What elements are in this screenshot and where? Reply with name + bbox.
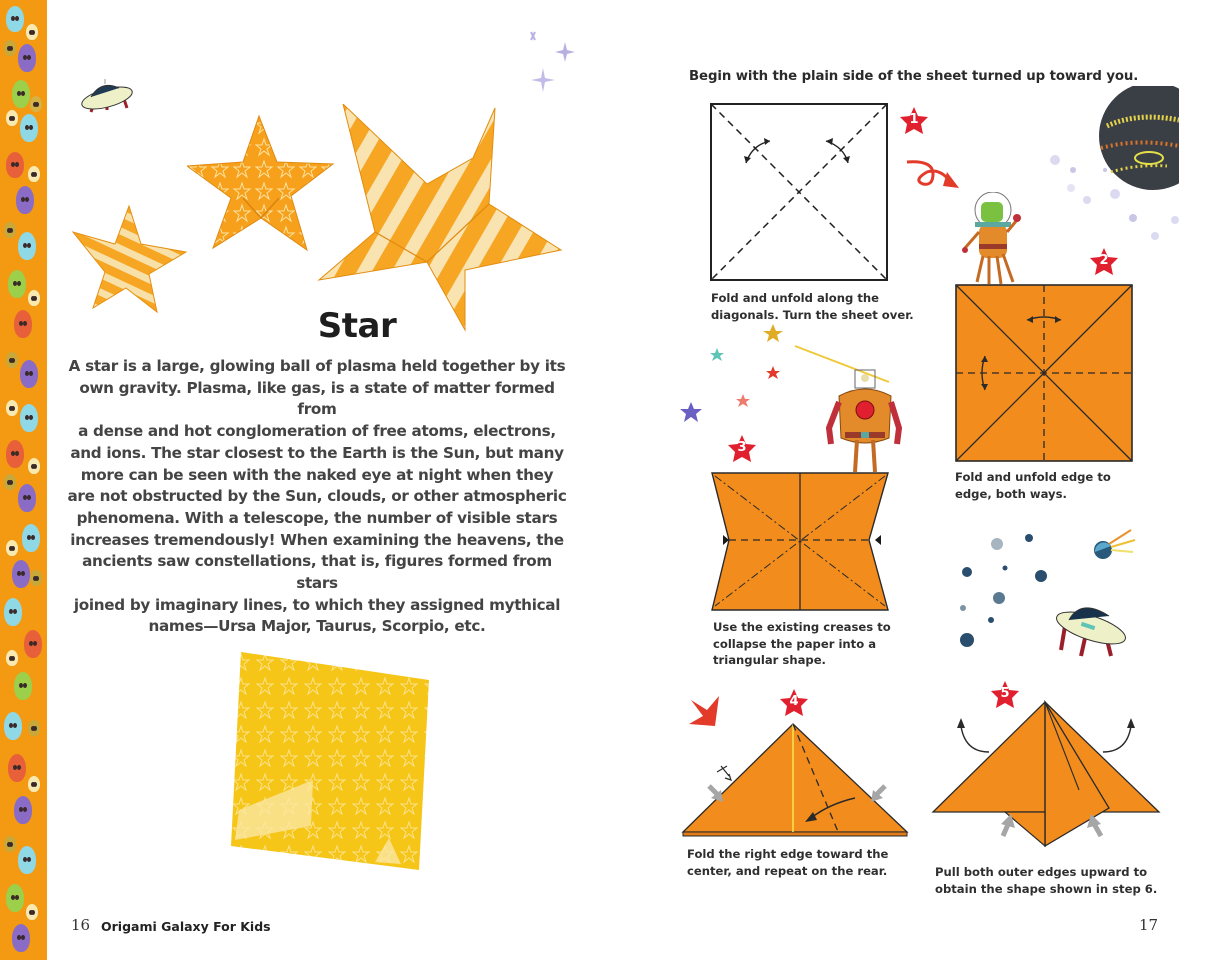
alien-icon	[18, 44, 36, 72]
sparkle-stars-icon	[525, 30, 585, 95]
dust-dots-decoration	[1045, 140, 1185, 250]
body-line: ancients saw constellations, that is, figures formed from stars	[82, 552, 552, 593]
alien-icon	[8, 270, 26, 298]
step-number: 3	[737, 440, 747, 455]
step-number: 1	[909, 112, 919, 127]
caption-line: triangular shape.	[713, 653, 826, 667]
ufo-icon	[77, 78, 137, 118]
caption-line: Fold and unfold edge to	[955, 470, 1111, 484]
turn-over-arrow-icon	[903, 158, 963, 194]
alien-icon	[14, 796, 32, 824]
caption-line: Use the existing creases to	[713, 620, 891, 634]
page-number-left: 16	[71, 916, 91, 934]
body-line: are not obstructed by the Sun, clouds, or other atmospheric	[67, 487, 567, 506]
alien-icon	[6, 110, 18, 126]
alien-icon	[4, 836, 16, 852]
book-title-footer: Origami Galaxy For Kids	[101, 919, 271, 934]
body-line: A star is a large, glowing ball of plasma held together by its	[68, 357, 566, 375]
body-line: a dense and hot conglomeration of free atoms, electrons,	[78, 422, 556, 441]
alien-icon	[6, 352, 18, 368]
orange-robot-illustration	[823, 368, 907, 474]
step-4-diagram	[679, 722, 915, 840]
alien-icon	[6, 400, 18, 416]
step-3-badge	[727, 434, 757, 464]
alien-icon	[14, 310, 32, 338]
body-line: and ions. The star closest to the Earth is the Sun, but many	[70, 443, 564, 462]
step-2-badge	[1089, 247, 1119, 277]
alien-border-strip	[0, 0, 47, 960]
step-number: 5	[1000, 686, 1010, 701]
star-description	[67, 356, 567, 638]
step-3-diagram	[711, 472, 893, 612]
step-1-caption	[711, 290, 914, 323]
alien-icon	[6, 152, 24, 178]
alien-icon	[24, 630, 42, 658]
alien-icon	[14, 672, 32, 700]
body-line: own gravity. Plasma, like gas, is a state of matter formed from	[79, 378, 555, 419]
green-alien-illustration	[957, 192, 1037, 288]
caption-line: Fold the right edge toward the	[687, 847, 889, 861]
alien-icon	[18, 232, 36, 260]
alien-icon	[6, 650, 18, 666]
origami-star-large-image	[315, 104, 565, 334]
caption-line: Pull both outer edges upward to	[935, 865, 1148, 879]
alien-icon	[4, 598, 22, 626]
origami-star-small-image	[71, 204, 191, 314]
alien-icon	[4, 222, 16, 238]
ufo-icon	[1051, 596, 1131, 662]
alien-icon	[22, 524, 40, 552]
satellite-icon	[1091, 528, 1137, 562]
alien-icon	[20, 360, 38, 388]
page-title: Star	[317, 306, 397, 346]
step-5-badge	[990, 680, 1020, 710]
caption-line: center, and repeat on the rear.	[687, 863, 888, 878]
alien-icon	[20, 404, 38, 432]
caption-line: edge, both ways.	[955, 486, 1067, 501]
alien-icon	[28, 720, 40, 736]
step-1-badge	[899, 106, 929, 136]
alien-icon	[6, 440, 24, 468]
alien-icon	[30, 96, 42, 112]
alien-icon	[16, 186, 34, 214]
alien-icon	[4, 474, 16, 490]
space-dots-decoration	[955, 532, 1051, 652]
instructions-intro: Begin with the plain side of the sheet turned up toward you.	[689, 69, 1139, 84]
body-line: joined by imaginary lines, to which they assigned mythical	[73, 595, 561, 614]
body-line: phenomena. With a telescope, the number of visible stars	[76, 508, 558, 527]
alien-icon	[28, 776, 40, 792]
caption-line: obtain the shape shown in step 6.	[935, 881, 1158, 896]
alien-icon	[6, 540, 18, 556]
alien-icon	[20, 114, 38, 142]
alien-icon	[30, 570, 42, 586]
right-page	[627, 0, 1229, 960]
alien-icon	[28, 458, 40, 474]
step-5-diagram	[929, 700, 1163, 850]
step-2-diagram	[955, 284, 1135, 464]
step-number: 2	[1099, 253, 1109, 268]
step-3-caption	[713, 619, 891, 669]
step-2-caption	[955, 469, 1111, 502]
alien-icon	[28, 166, 40, 182]
alien-icon	[6, 6, 24, 32]
alien-icon	[4, 40, 16, 56]
step-4-badge	[779, 688, 809, 718]
step-5-caption	[935, 864, 1157, 897]
alien-icon	[28, 290, 40, 306]
alien-icon	[26, 24, 38, 40]
alien-icon	[8, 754, 26, 782]
alien-icon	[4, 712, 22, 740]
step-4-caption	[687, 846, 888, 879]
step-number: 4	[789, 694, 799, 709]
alien-icon	[6, 884, 24, 912]
page-number-right: 17	[1139, 916, 1159, 934]
caption-line: Fold and unfold along the	[711, 291, 879, 305]
yellow-star-paper-image	[229, 650, 434, 875]
body-line: increases tremendously! When examining the heavens, the	[70, 530, 564, 549]
alien-icon	[26, 904, 38, 920]
alien-icon	[18, 484, 36, 512]
alien-icon	[12, 80, 30, 108]
left-page	[47, 0, 627, 960]
caption-line: collapse the paper into a	[713, 636, 877, 651]
step-1-diagram	[710, 103, 890, 283]
caption-line: diagonals. Turn the sheet over.	[711, 307, 914, 322]
alien-icon	[12, 560, 30, 588]
body-line: more can be seen with the naked eye at night when they	[80, 465, 554, 484]
body-line: names—Ursa Major, Taurus, Scorpio, etc.	[148, 617, 486, 636]
alien-icon	[18, 846, 36, 874]
alien-icon	[12, 924, 30, 952]
